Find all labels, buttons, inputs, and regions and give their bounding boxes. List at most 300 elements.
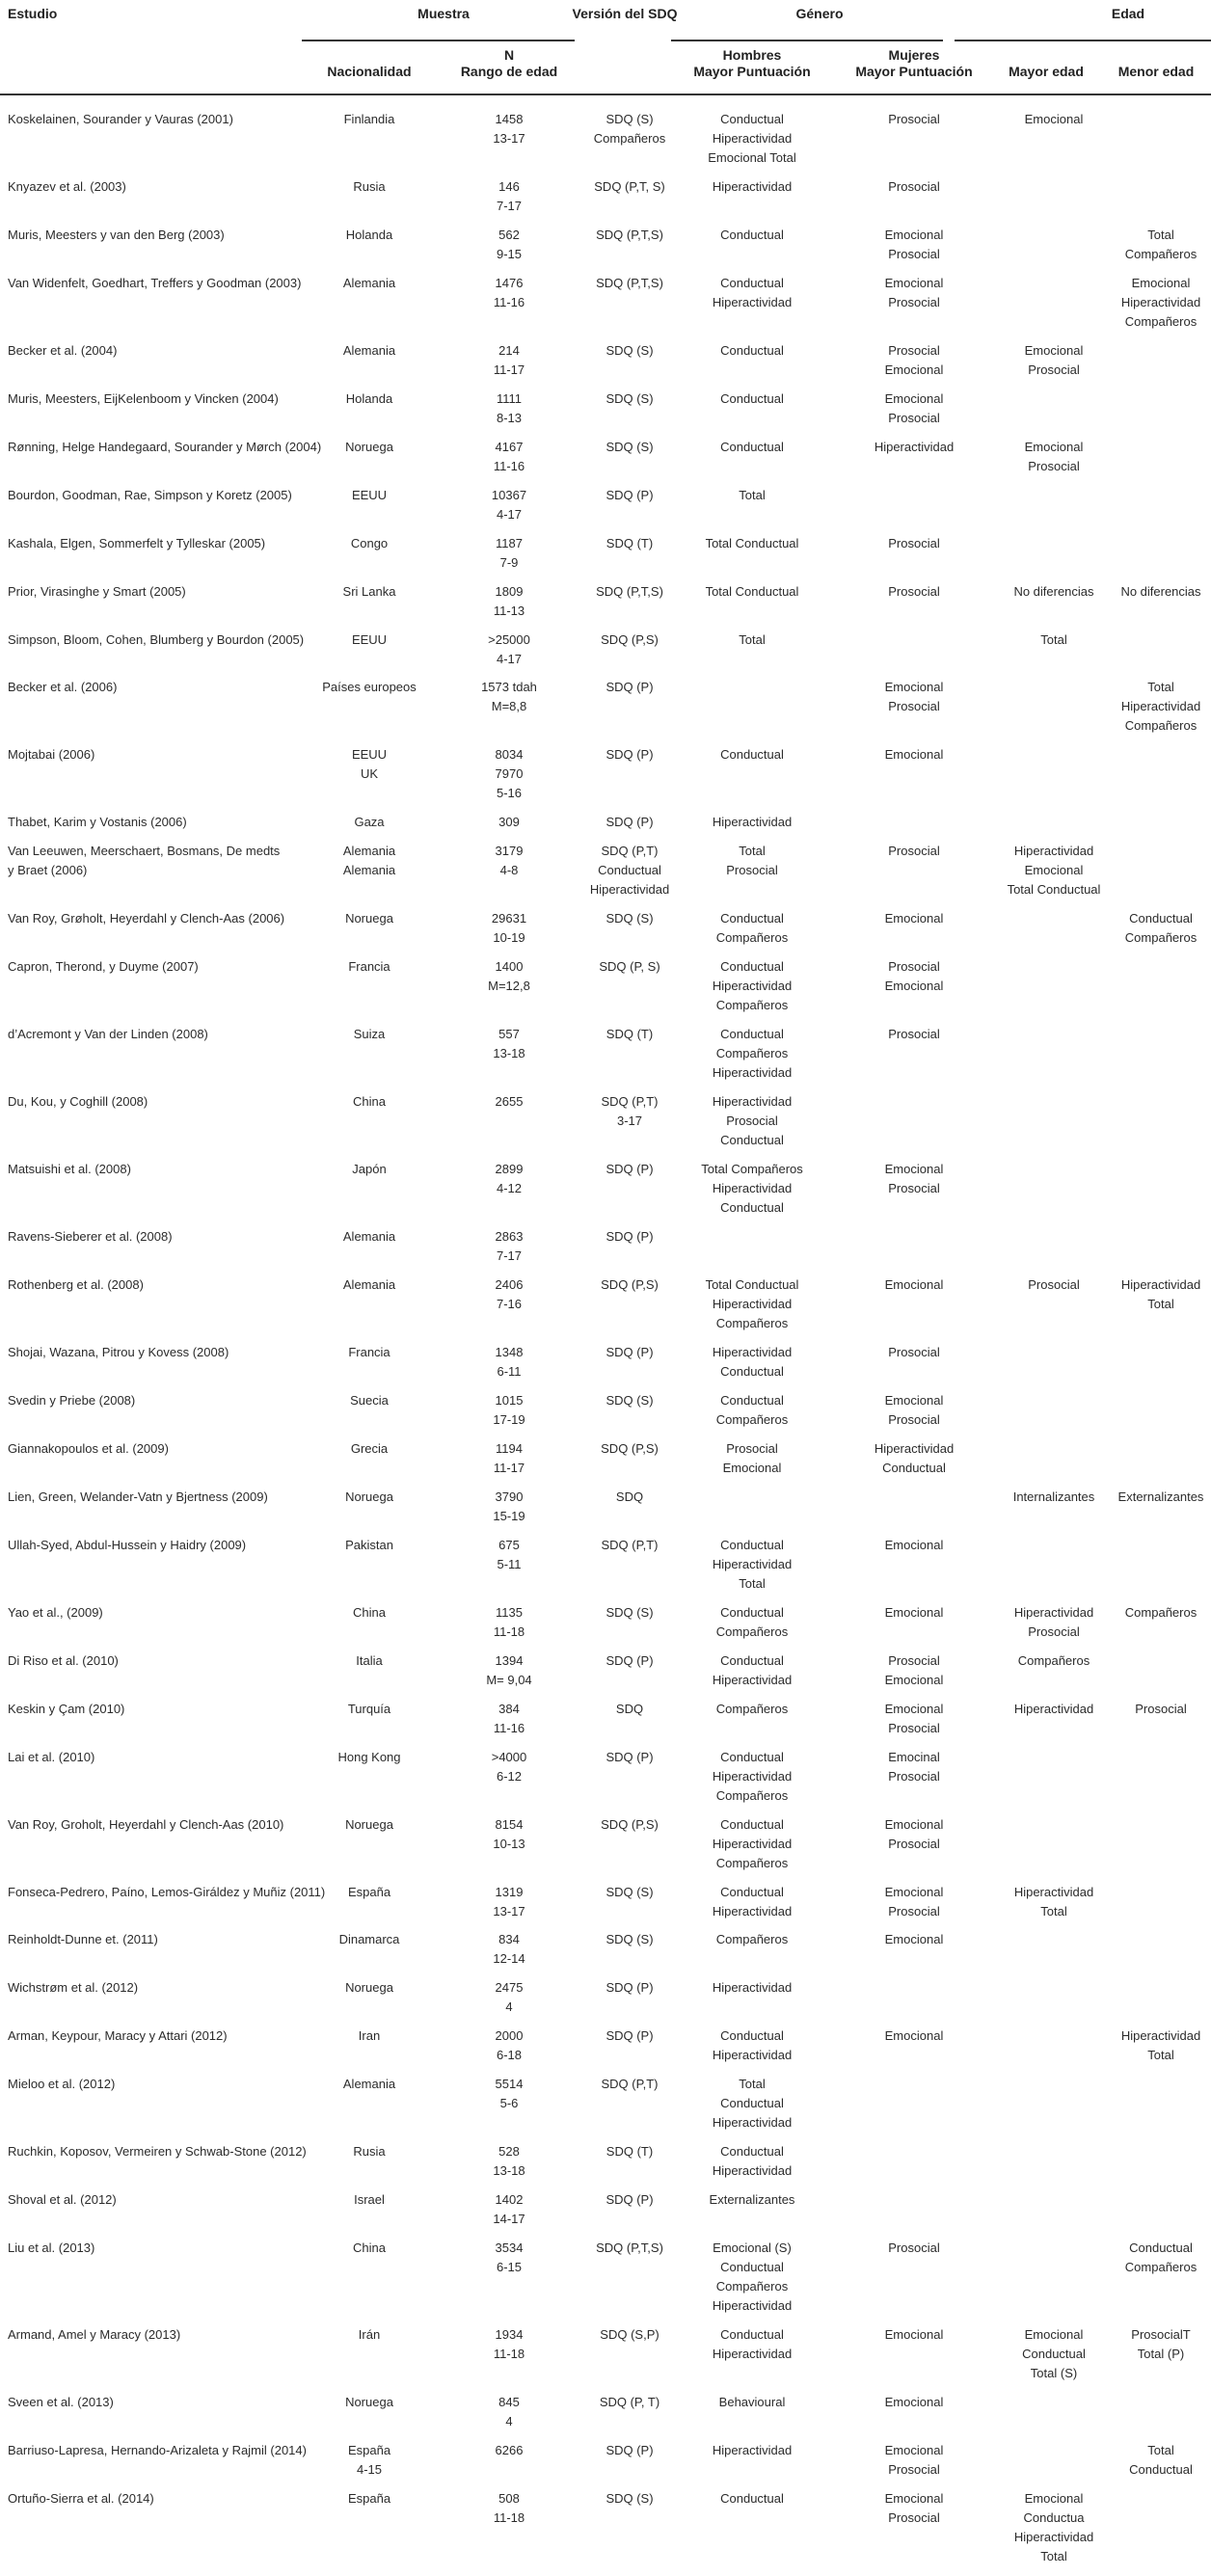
cell-version [586, 1700, 673, 1748]
cell-estudio [0, 2239, 307, 2325]
cell-mujeres-line: Prosocial [888, 178, 940, 194]
cell-hombres [673, 438, 831, 486]
cell-n-rango-line: >25000 [488, 631, 530, 647]
header-n: N [503, 47, 515, 63]
cell-n-rango [432, 1343, 586, 1391]
cell-n-rango-line: 9-15 [496, 246, 523, 261]
cell-menor-edad-line: Compañeros [1124, 718, 1198, 734]
cell-version [586, 110, 673, 177]
cell-estudio [0, 1536, 307, 1603]
cell-version [586, 1978, 673, 2026]
cell-mujeres-line: Prosocial [888, 535, 940, 550]
cell-mujeres-line: Prosocial [888, 699, 940, 714]
cell-mayor-edad [997, 110, 1111, 177]
cell-mujeres-line: Emocional [884, 1932, 944, 1947]
cell-hombres-line: Hiperactividad [712, 2443, 793, 2458]
cell-mayor-edad-line: Prosocial [1028, 362, 1080, 377]
cell-mujeres [831, 1883, 997, 1931]
cell-estudio [0, 110, 307, 177]
cell-estudio [0, 486, 307, 534]
cell-n-rango-line: 214 [498, 342, 520, 358]
cell-menor-edad [1111, 582, 1211, 631]
cell-mujeres-line: Emocional [884, 2443, 944, 2458]
cell-n-rango-line: 5514 [495, 2077, 524, 2092]
cell-nacionalidad [307, 1439, 432, 1488]
cell-nacionalidad-line: Dinamarca [338, 1932, 400, 1947]
cell-version-line: SDQ (S) [606, 911, 654, 926]
cell-estudio [0, 2026, 307, 2075]
cell-n-rango-line: M=8,8 [491, 699, 527, 714]
cell-menor-edad [1111, 389, 1211, 438]
cell-hombres [673, 582, 831, 631]
table-row [0, 1092, 1211, 1160]
cell-nacionalidad [307, 1748, 432, 1815]
cell-mujeres [831, 534, 997, 582]
cell-mujeres-line: Emocional [884, 979, 944, 994]
cell-hombres-line: Hiperactividad [712, 1556, 793, 1571]
cell-mujeres-line: Prosocial [888, 1903, 940, 1919]
cell-estudio-line: Kashala, Elgen, Sommerfelt y Tylleskar (2005) [8, 535, 266, 550]
cell-n-rango [432, 1748, 586, 1815]
cell-estudio [0, 582, 307, 631]
cell-hombres-line: Total [739, 844, 766, 859]
cell-mujeres-line: Emocional [884, 1604, 944, 1620]
cell-hombres [673, 1603, 831, 1651]
cell-n-rango-line: 2863 [495, 1229, 524, 1245]
table-row [0, 1536, 1211, 1603]
cell-mayor-edad [997, 1748, 1111, 1815]
table-row [0, 2239, 1211, 2325]
table-row [0, 813, 1211, 842]
cell-menor-edad [1111, 226, 1211, 274]
cell-nacionalidad [307, 2026, 432, 2075]
cell-nacionalidad [307, 1978, 432, 2026]
cell-hombres-line: Compañeros [715, 930, 789, 946]
cell-estudio-line: Van Roy, Grøholt, Heyerdahl y Clench-Aas (2006) [8, 911, 285, 926]
cell-menor-edad [1111, 1391, 1211, 1439]
cell-version-line: SDQ (P,T) [601, 1094, 659, 1110]
cell-version [586, 486, 673, 534]
cell-hombres-line: Hiperactividad [712, 1344, 793, 1359]
cell-nacionalidad [307, 1025, 432, 1092]
cell-menor-edad [1111, 909, 1211, 957]
cell-estudio [0, 1815, 307, 1883]
cell-mujeres-line: Prosocial [888, 1768, 940, 1784]
cell-n-rango [432, 1536, 586, 1603]
cell-estudio-line: Ravens-Sieberer et al. (2008) [8, 1229, 173, 1245]
cell-estudio-line: Arman, Keypour, Maracy y Attari (2012) [8, 2028, 228, 2044]
table-row [0, 1488, 1211, 1536]
cell-hombres-line: Total Compañeros [701, 1162, 803, 1177]
table-row [0, 1227, 1211, 1275]
cell-version [586, 678, 673, 745]
cell-mayor-edad [997, 1488, 1111, 1536]
cell-n-rango [432, 582, 586, 631]
cell-version-line: SDQ (P,T,S) [596, 275, 663, 290]
cell-version [586, 274, 673, 341]
cell-version [586, 2239, 673, 2325]
table-row [0, 842, 1211, 909]
cell-hombres-line: Total [739, 1575, 766, 1591]
cell-menor-edad-line: Total [1147, 680, 1174, 695]
cell-menor-edad [1111, 1439, 1211, 1488]
cell-estudio [0, 2441, 307, 2489]
table-row [0, 2489, 1211, 2576]
cell-mayor-edad-line: Emocional [1024, 2490, 1084, 2506]
cell-menor-edad [1111, 2190, 1211, 2239]
cell-menor-edad-line: Compañeros [1124, 930, 1198, 946]
cell-nacionalidad-line: Alemania [342, 1277, 396, 1293]
cell-hombres-line: Hiperactividad [712, 2048, 793, 2063]
cell-nacionalidad [307, 1536, 432, 1603]
cell-menor-edad-line: Conductual [1129, 2241, 1193, 2256]
cell-n-rango-line: 8154 [495, 1816, 524, 1832]
cell-hombres [673, 1160, 831, 1227]
cell-nacionalidad [307, 2489, 432, 2576]
cell-mujeres [831, 842, 997, 909]
cell-version [586, 909, 673, 957]
cell-hombres [673, 110, 831, 177]
cell-n-rango-line: 29631 [491, 911, 527, 926]
cell-version-line: SDQ (S) [606, 112, 654, 126]
cell-n-rango [432, 1700, 586, 1748]
cell-n-rango-line: 1573 tdah [481, 680, 537, 695]
cell-hombres-line: Conductual [720, 747, 784, 763]
table-row [0, 1439, 1211, 1488]
cell-hombres-line: Conductual [720, 1537, 784, 1552]
cell-hombres [673, 745, 831, 813]
cell-n-rango-line: 7-17 [496, 1248, 523, 1264]
cell-n-rango-line: 11-17 [493, 1460, 525, 1475]
cell-mayor-edad-line: No diferencias [1013, 583, 1094, 599]
cell-estudio [0, 1275, 307, 1343]
cell-version [586, 1536, 673, 1603]
cell-n-rango-line: M=12,8 [488, 979, 530, 994]
cell-hombres-line: Total [739, 631, 766, 647]
cell-mujeres [831, 2239, 997, 2325]
cell-n-rango-line: 11-18 [493, 2509, 525, 2525]
cell-hombres-line: Emocional [722, 1460, 782, 1475]
table-row [0, 1160, 1211, 1227]
cell-menor-edad-line: Total [1147, 1297, 1174, 1312]
cell-version-line: SDQ (P) [606, 1749, 654, 1764]
cell-mayor-edad [997, 1883, 1111, 1931]
cell-nacionalidad [307, 631, 432, 679]
cell-n-rango-line: 3790 [495, 1489, 524, 1504]
cell-mayor-edad [997, 957, 1111, 1025]
cell-estudio-line: Van Leeuwen, Meerschaert, Bosmans, De medts [8, 844, 281, 859]
cell-version [586, 813, 673, 842]
table-row [0, 909, 1211, 957]
cell-mujeres [831, 1391, 997, 1439]
table-row [0, 226, 1211, 274]
cell-mujeres-line: Prosocial [888, 959, 940, 975]
cell-mujeres-line: Emocional [884, 2395, 944, 2410]
cell-hombres [673, 1651, 831, 1700]
cell-mayor-edad [997, 909, 1111, 957]
cell-n-rango-line: 3179 [495, 844, 524, 859]
cell-mujeres-line: Prosocial [888, 1344, 940, 1359]
cell-n-rango-line: 1934 [495, 2327, 524, 2343]
cell-nacionalidad [307, 2393, 432, 2441]
cell-n-rango-line: 508 [498, 2490, 520, 2506]
cell-menor-edad [1111, 1603, 1211, 1651]
cell-version [586, 1815, 673, 1883]
cell-n-rango [432, 1603, 586, 1651]
cell-n-rango-line: 1194 [496, 1440, 523, 1456]
cell-n-rango-line: 10-19 [493, 930, 525, 946]
cell-mayor-edad [997, 274, 1111, 341]
cell-hombres-line: Emocional (S) [713, 2241, 792, 2256]
cell-menor-edad [1111, 1930, 1211, 1978]
cell-mujeres-line: Prosocial [888, 410, 940, 425]
cell-estudio-line: Du, Kou, y Coghill (2008) [8, 1094, 148, 1110]
cell-version-line: SDQ (P,T, S) [594, 178, 665, 194]
cell-mayor-edad [997, 1391, 1111, 1439]
cell-estudio [0, 1700, 307, 1748]
cell-menor-edad [1111, 1227, 1211, 1275]
cell-menor-edad-line: ProsocialT [1131, 2327, 1191, 2343]
cell-mujeres [831, 1343, 997, 1391]
cell-estudio-line: Becker et al. (2004) [8, 342, 118, 358]
cell-mayor-edad-line: Total [1040, 631, 1067, 647]
cell-menor-edad [1111, 341, 1211, 389]
cell-mayor-edad-line: Hiperactividad [1013, 2529, 1094, 2544]
table-row [0, 486, 1211, 534]
cell-mujeres [831, 1700, 997, 1748]
cell-version-line: SDQ (S) [606, 1932, 654, 1947]
cell-n-rango-line: 5-6 [499, 2096, 519, 2111]
cell-mayor-edad [997, 842, 1111, 909]
muestra-underline [302, 40, 575, 41]
cell-mujeres-line: Prosocial [888, 342, 940, 358]
cell-mujeres [831, 813, 997, 842]
cell-mujeres-line: Hiperactividad [874, 439, 955, 454]
cell-estudio [0, 1651, 307, 1700]
cell-estudio-line: Mojtabai (2006) [8, 747, 95, 763]
cell-mujeres [831, 2325, 997, 2393]
cell-nacionalidad [307, 226, 432, 274]
cell-version [586, 1651, 673, 1700]
cell-estudio [0, 1603, 307, 1651]
cell-hombres-line: Compañeros [715, 1411, 789, 1427]
cell-n-rango [432, 909, 586, 957]
cell-mayor-edad-line: Hiperactividad [1013, 1701, 1094, 1716]
cell-n-rango-line: 17-19 [493, 1411, 525, 1427]
cell-nacionalidad-line: EEUU [351, 747, 388, 763]
cell-estudio-line: Matsuishi et al. (2008) [8, 1162, 131, 1177]
cell-mujeres-line: Emocional [884, 362, 944, 377]
cell-hombres [673, 1930, 831, 1978]
cell-hombres-line: Compañeros [715, 1046, 789, 1061]
cell-hombres-line: Conductual [720, 959, 784, 975]
cell-version [586, 1439, 673, 1488]
header-mujeres-label: Mujeres [888, 47, 940, 63]
table-row [0, 1748, 1211, 1815]
cell-menor-edad-line: Compañeros [1124, 1604, 1198, 1620]
cell-nacionalidad-line: Alemania [342, 1229, 396, 1245]
cell-nacionalidad-line: EEUU [351, 631, 388, 647]
cell-estudio [0, 177, 307, 226]
header-mujeres-sub: Mayor Puntuación [855, 64, 973, 79]
cell-mujeres-line: Prosocial [888, 294, 940, 309]
cell-version-line: Hiperactividad [589, 882, 670, 898]
table-row [0, 534, 1211, 582]
cell-mujeres-line: Prosocial [888, 1720, 940, 1735]
cell-version-line: SDQ (T) [606, 2144, 654, 2160]
cell-nacionalidad-line: Noruega [345, 439, 393, 454]
cell-menor-edad [1111, 2075, 1211, 2142]
cell-n-rango-line: 7-16 [496, 1297, 523, 1312]
cell-hombres-line: Conductual [720, 2144, 784, 2160]
cell-nacionalidad-line: Noruega [345, 1489, 393, 1504]
cell-hombres-line: Hiperactividad [712, 178, 793, 194]
cell-n-rango [432, 341, 586, 389]
table-row [0, 631, 1211, 679]
cell-nacionalidad-line: Noruega [345, 911, 393, 926]
cell-hombres-line: Hiperactividad [712, 1903, 793, 1919]
cell-hombres-line: Conductual [720, 112, 784, 126]
cell-n-rango-line: 1015 [495, 1392, 524, 1408]
cell-nacionalidad [307, 341, 432, 389]
table-row [0, 1343, 1211, 1391]
cell-n-rango [432, 534, 586, 582]
cell-estudio [0, 2190, 307, 2239]
cell-n-rango [432, 274, 586, 341]
cell-n-rango-line: 8034 [495, 747, 524, 763]
cell-mujeres-line: Prosocial [888, 112, 940, 126]
cell-estudio [0, 909, 307, 957]
cell-mujeres-line: Prosocial [888, 2509, 940, 2525]
cell-menor-edad-line: Compañeros [1124, 246, 1198, 261]
cell-n-rango [432, 678, 586, 745]
cell-version-line: SDQ (P) [606, 1344, 654, 1359]
cell-n-rango-line: 11-13 [493, 603, 525, 618]
cell-mayor-edad [997, 1536, 1111, 1603]
cell-hombres-line: Compañeros [715, 2279, 789, 2294]
cell-menor-edad-line: Total [1147, 227, 1174, 242]
cell-nacionalidad [307, 2441, 432, 2489]
cell-n-rango [432, 438, 586, 486]
table-body [0, 96, 1211, 2576]
cell-version [586, 2489, 673, 2576]
cell-n-rango-line: 11-18 [493, 1623, 525, 1639]
cell-mayor-edad [997, 2026, 1111, 2075]
cell-hombres-line: Conductual [720, 2327, 784, 2343]
cell-menor-edad-line: Total [1147, 2048, 1174, 2063]
cell-mujeres [831, 678, 997, 745]
cell-n-rango-line: 10-13 [493, 1836, 525, 1851]
cell-n-rango [432, 177, 586, 226]
cell-mujeres [831, 1815, 997, 1883]
cell-menor-edad [1111, 631, 1211, 679]
cell-n-rango-line: 309 [498, 815, 520, 830]
cell-menor-edad [1111, 1536, 1211, 1603]
cell-version-line: SDQ (P,S) [601, 631, 659, 647]
cell-n-rango-line: 11-17 [493, 362, 525, 377]
cell-mujeres [831, 1488, 997, 1536]
cell-hombres-line: Conductual [720, 2260, 784, 2275]
cell-nacionalidad [307, 1815, 432, 1883]
cell-estudio-line: Reinholdt-Dunne et. (2011) [8, 1932, 158, 1947]
cell-estudio-line: Lai et al. (2010) [8, 1749, 95, 1764]
cell-n-rango-line: 4167 [495, 439, 524, 454]
cell-estudio-line: Capron, Therond, y Duyme (2007) [8, 959, 199, 975]
cell-estudio-line: y Braet (2006) [8, 863, 88, 878]
cell-hombres-line: Conductual [720, 2028, 784, 2044]
table-row [0, 582, 1211, 631]
table-row [0, 2441, 1211, 2489]
cell-hombres [673, 909, 831, 957]
cell-mujeres [831, 2441, 997, 2489]
cell-n-rango [432, 1488, 586, 1536]
cell-estudio [0, 1488, 307, 1536]
cell-menor-edad [1111, 2239, 1211, 2325]
cell-mayor-edad [997, 226, 1111, 274]
cell-mujeres [831, 110, 997, 177]
cell-mujeres-line: Emocional [884, 680, 944, 695]
cell-hombres-line: Conductual [720, 1749, 784, 1764]
cell-mayor-edad-line: Emocional [1024, 342, 1084, 358]
cell-estudio-line: Sveen et al. (2013) [8, 2395, 114, 2410]
header-mayor-edad: Mayor edad [1009, 64, 1084, 79]
cell-version-line: SDQ (P) [606, 2192, 654, 2208]
cell-hombres-line: Hiperactividad [712, 1094, 793, 1110]
cell-n-rango-line: 5-16 [496, 786, 523, 801]
cell-nacionalidad-line: Gaza [354, 815, 385, 830]
cell-estudio-line: Thabet, Karim y Vostanis (2006) [8, 815, 187, 830]
cell-estudio [0, 389, 307, 438]
cell-n-rango-line: 384 [498, 1701, 520, 1716]
cell-menor-edad-line: Prosocial [1135, 1701, 1187, 1716]
cell-hombres-line: Compañeros [715, 1623, 789, 1639]
cell-n-rango [432, 631, 586, 679]
cell-menor-edad [1111, 2142, 1211, 2190]
cell-mujeres-line: Prosocial [888, 583, 940, 599]
cell-mayor-edad-line: Hiperactividad [1013, 1884, 1094, 1899]
cell-version [586, 177, 673, 226]
cell-nacionalidad-line: Noruega [345, 1980, 393, 1996]
cell-hombres-line: Total [739, 2077, 766, 2092]
header-menor-edad: Menor edad [1117, 64, 1195, 79]
cell-nacionalidad-line: Grecia [350, 1440, 389, 1456]
cell-n-rango-line: 5-11 [497, 1556, 522, 1571]
cell-n-rango-line: 6-12 [496, 1768, 523, 1784]
header-nacionalidad: Nacionalidad [327, 64, 412, 79]
cell-mayor-edad [997, 177, 1111, 226]
cell-version-line: SDQ [615, 1701, 644, 1716]
cell-menor-edad [1111, 1748, 1211, 1815]
cell-hombres [673, 1025, 831, 1092]
cell-nacionalidad-line: España [347, 2490, 391, 2506]
cell-nacionalidad [307, 909, 432, 957]
cell-n-rango-line: 14-17 [493, 2212, 525, 2227]
cell-estudio-line: Keskin y Çam (2010) [8, 1701, 125, 1716]
cell-nacionalidad-line: Suecia [350, 1392, 389, 1408]
cell-version [586, 2026, 673, 2075]
cell-menor-edad [1111, 110, 1211, 177]
cell-menor-edad-line: Conductual [1129, 2462, 1193, 2478]
cell-menor-edad [1111, 274, 1211, 341]
cell-nacionalidad-line: Rusia [353, 2144, 386, 2160]
cell-n-rango-line: 4-17 [496, 506, 523, 522]
cell-estudio [0, 1930, 307, 1978]
cell-nacionalidad [307, 1488, 432, 1536]
cell-mujeres [831, 2142, 997, 2190]
cell-mujeres [831, 1978, 997, 2026]
cell-nacionalidad [307, 1700, 432, 1748]
cell-nacionalidad [307, 842, 432, 909]
